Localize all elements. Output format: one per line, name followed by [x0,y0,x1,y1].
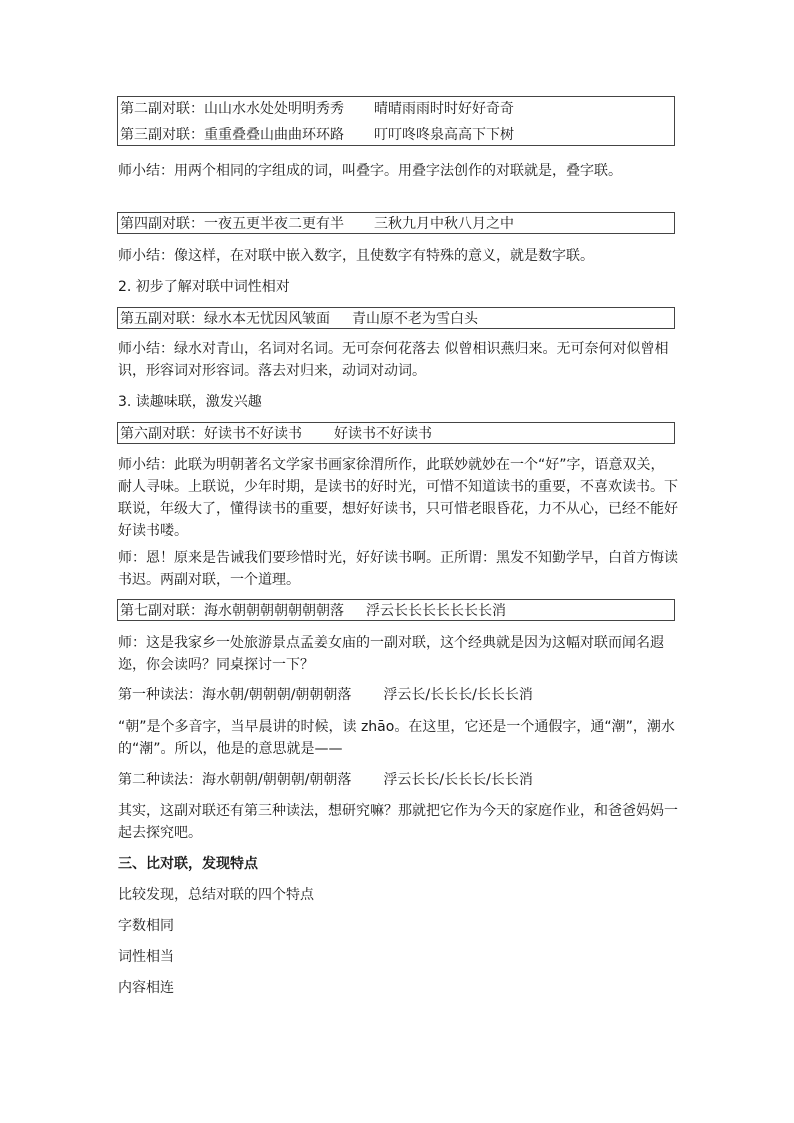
summary-part-of-speech: 师小结：绿水对青山，名词对名词。无可奈何花落去 似曾相识燕归来。无可奈何对似曾相识，形容词对形容词。落去对归来，动词对动词。 [118,341,669,379]
couplet-7-upper: 第七副对联：海水朝朝朝朝朝朝朝落 [120,603,344,619]
summary-number-couplet: 师小结：像这样，在对联中嵌入数字，且使数字有特殊的意义，就是数字联。 [118,248,594,264]
couplet-2-lower: 晴晴雨雨时时好好奇奇 [374,101,514,117]
reading-2-upper: 第二种读法：海水朝朝/朝朝朝/朝朝落 [118,772,352,788]
summary-xu-wei: 师小结：此联为明朝著名文学家书画家徐渭所作，此联妙就妙在一个“好”字，语意双关，耐人寻味。上联说，少年时期，是读书的好时光，可惜不知道读书的重要，不喜欢读书。下联说，年级大了，懂得读书的重要，想好好读书，只可惜老眼昏花，力不从心，已经不能好好读书喽。 [118,457,678,539]
couplet-row-3 [120,124,674,146]
feature-item-3: 内容相连 [118,980,174,996]
couplet-box-6 [117,422,675,444]
couplet-box-4 [117,212,675,234]
feature-item-1: 字数相同 [118,918,174,934]
couplet-2-upper: 第二副对联：山山水水处处明明秀秀 [120,101,344,117]
couplet-4-lower: 三秋九月中秋八月之中 [374,216,514,232]
section-heading-three: 三、比对联，发现特点 [118,856,258,872]
couplet-4-upper: 第四副对联：一夜五更半夜二更有半 [120,216,344,232]
couplet-5-lower: 青山原不老为雪白头 [352,311,478,327]
teacher-question: 师：这是我家乡一处旅游景点孟姜女庙的一副对联，这个经典就是因为这幅对联而闻名遐迩，你会读吗？同桌探讨一下？ [118,635,664,673]
reading-method-1 [118,684,678,706]
section-heading-3: 3. 读趣味联，激发兴趣 [118,394,262,410]
reading-1-lower: 浮云长/长长长/长长长消 [383,687,533,703]
teacher-remark: 师：恩！原来是告诫我们要珍惜时光，好好读书啊。正所谓：黑发不知勤学早，白首方悔读书迟。两副对联，一个道理。 [118,550,678,588]
couplet-3-lower: 叮叮咚咚泉高高下下树 [374,127,514,143]
polyphone-explanation: “朝”是个多音字，当早晨讲的时候，读 zhāo。在这里，它还是一个通假字，通“潮”，潮水的“潮”。所以，他是的意思就是—— [118,719,675,757]
compare-intro: 比较发现，总结对联的四个特点 [118,887,314,903]
couplet-5-upper: 第五副对联：绿水本无忧因风皱面 [120,311,330,327]
couplet-row-2 [120,98,674,120]
couplet-box-2-3 [117,96,675,146]
couplet-3-upper: 第三副对联：重重叠叠山曲曲环环路 [120,127,344,143]
summary-reduplication: 师小结：用两个相同的字组成的词，叫叠字。用叠字法创作的对联就是，叠字联。 [118,163,622,179]
reading-1-upper: 第一种读法：海水朝/朝朝朝/朝朝朝落 [118,687,352,703]
couplet-6-lower: 好读书不好读书 [334,426,432,442]
couplet-7-lower: 浮云长长长长长长长消 [366,603,506,619]
reading-method-2 [118,769,678,791]
couplet-box-7 [117,599,675,621]
couplet-box-5 [117,307,675,329]
section-heading-2: 2. 初步了解对联中词性相对 [118,279,290,295]
couplet-6-upper: 第六副对联：好读书不好读书 [120,426,302,442]
feature-item-2: 词性相当 [118,949,174,965]
homework-note: 其实，这副对联还有第三种读法，想研究嘛？那就把它作为今天的家庭作业，和爸爸妈妈一起去探究吧。 [118,803,678,841]
reading-2-lower: 浮云长长/长长长/长长消 [383,772,533,788]
